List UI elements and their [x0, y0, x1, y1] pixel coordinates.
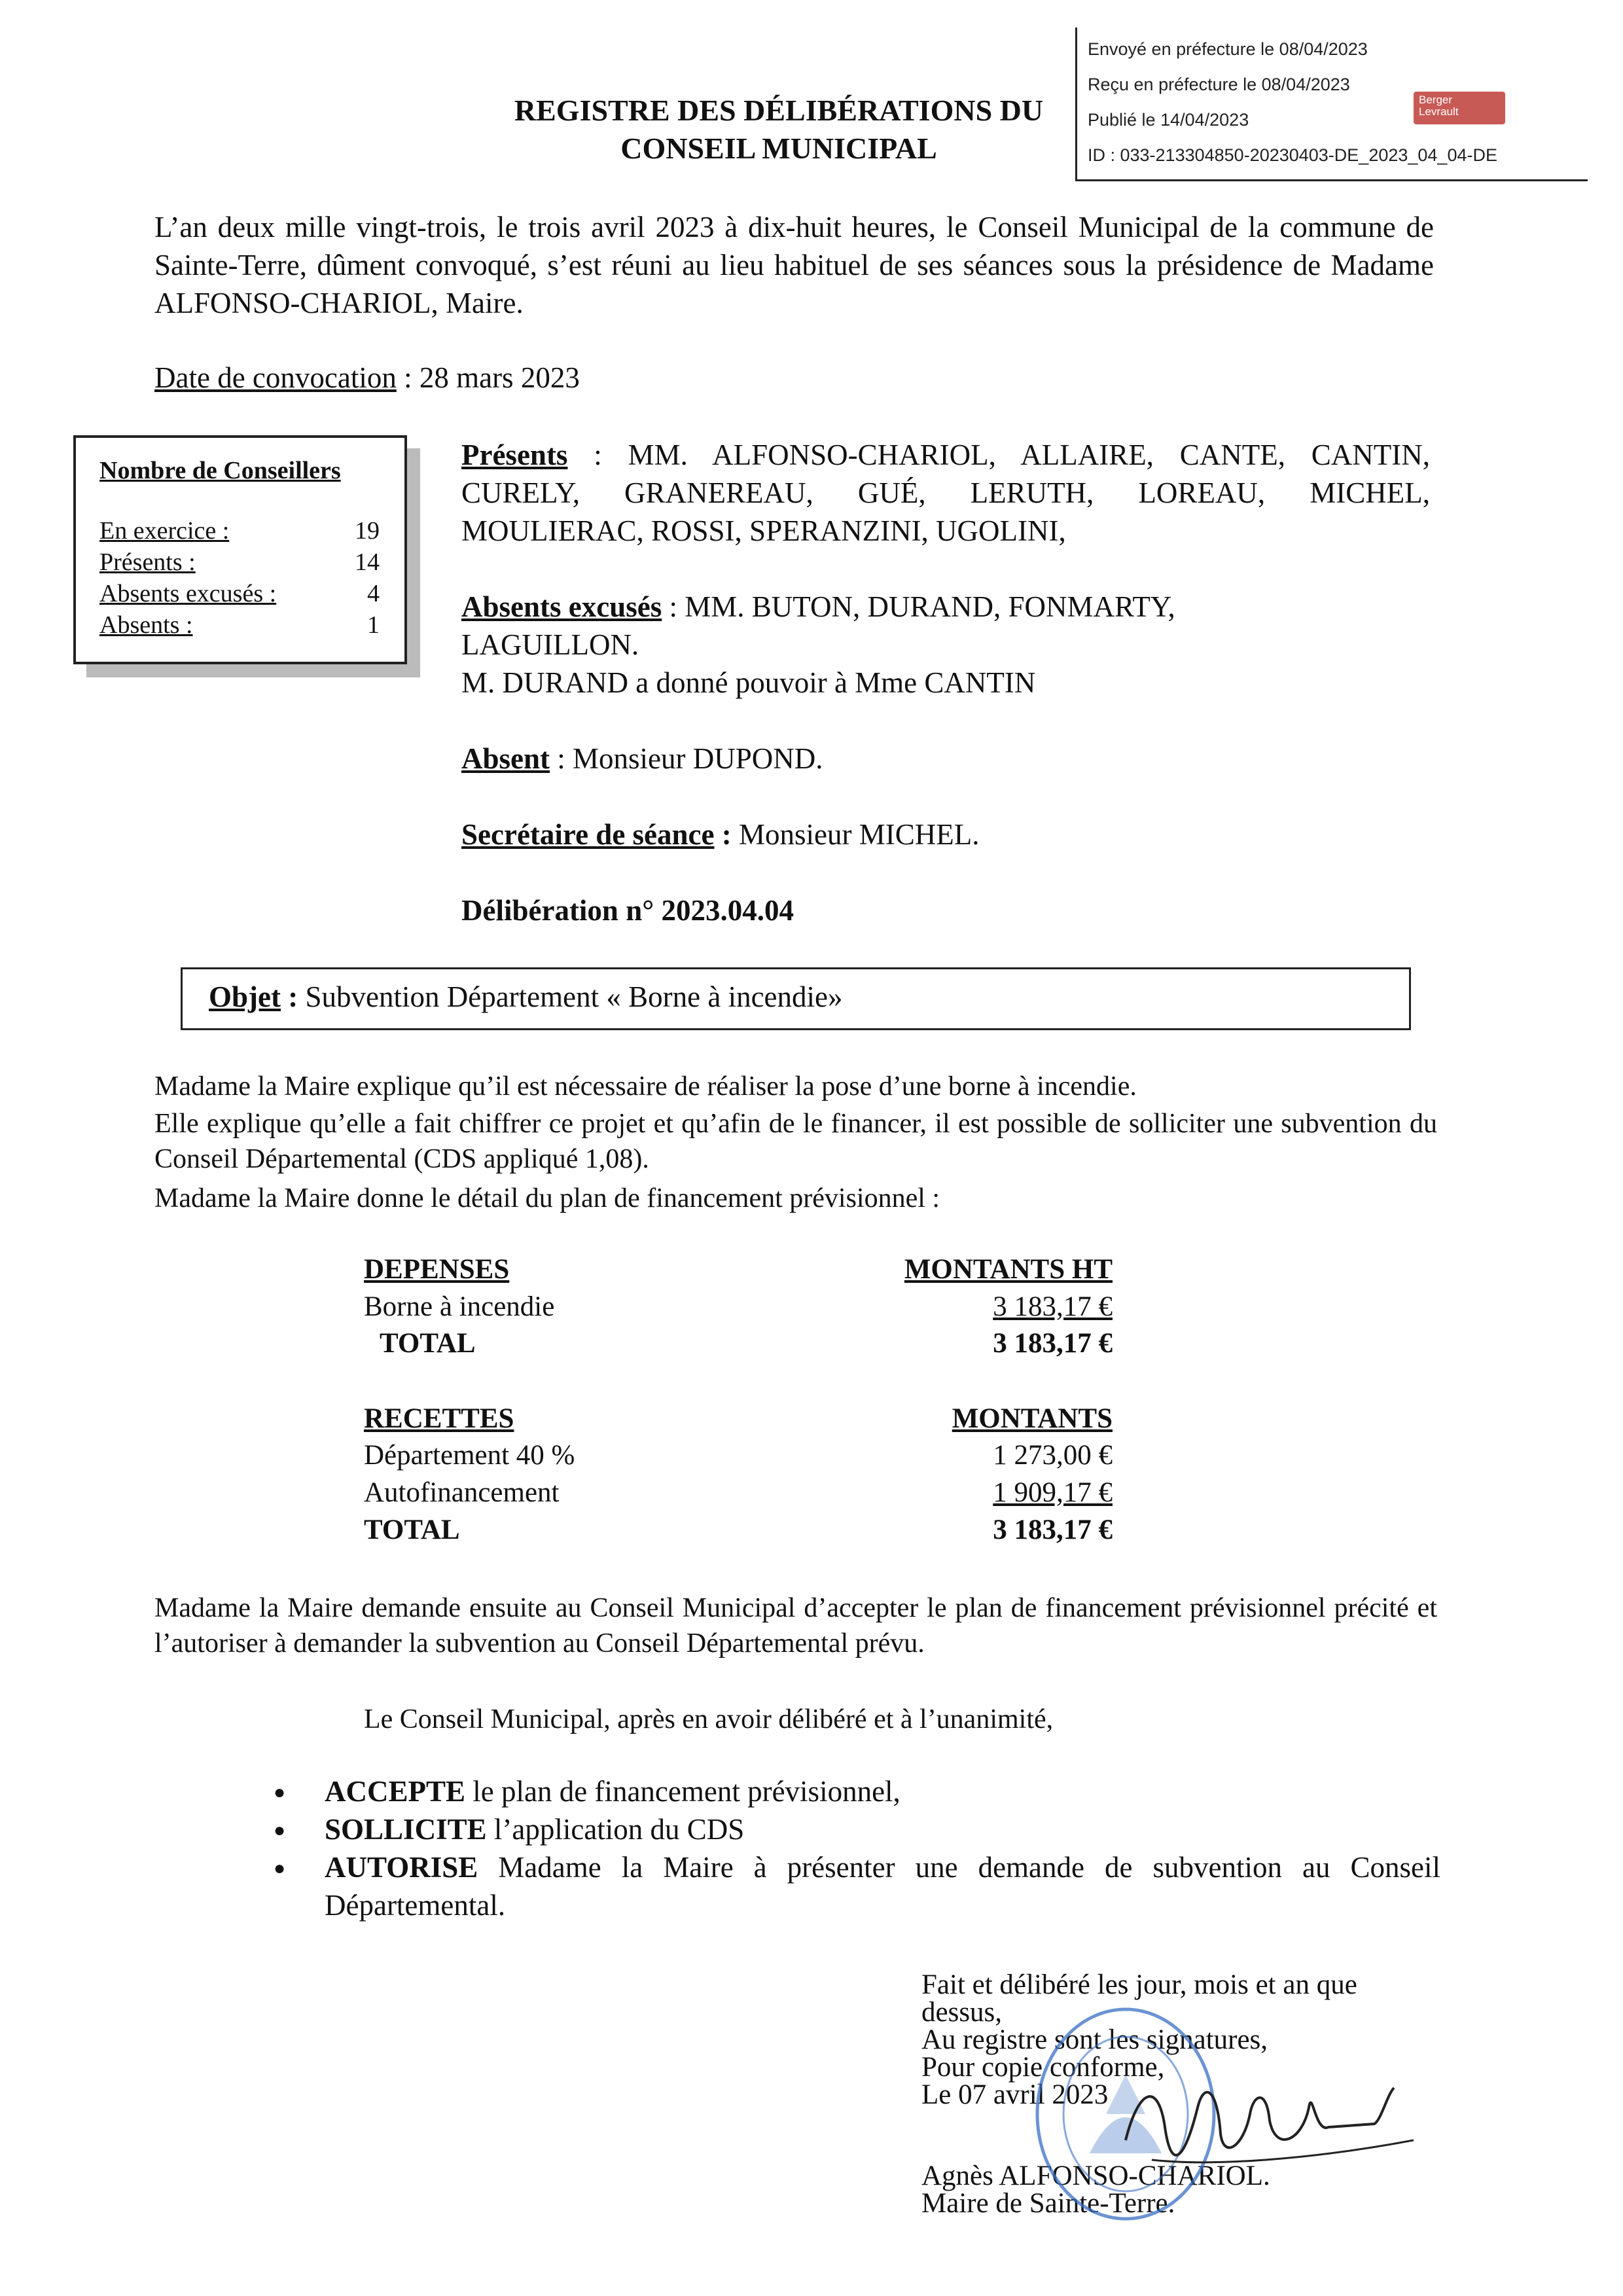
- objet-text: Subvention Département « Borne à incendie»: [298, 980, 843, 1013]
- decision-verb: AUTORISE: [325, 1851, 478, 1884]
- decision-text: l’application du CDS: [486, 1813, 745, 1846]
- body-paragraph-2: Elle explique qu’elle a fait chiffrer ce projet et qu’afin de le financer, il est possible de solliciter une subvention du Conseil Départemental (CDS appliqué 1,08).: [154, 1109, 1437, 1174]
- decision-text: le plan de financement prévisionnel,: [465, 1775, 901, 1808]
- recette-row-label: Département 40 %: [364, 1440, 575, 1471]
- decision-text: Madame la Maire à présenter une demande de subvention au Conseil Départemental.: [325, 1851, 1440, 1922]
- recette-row-value: 1 909,17 €: [993, 1477, 1113, 1508]
- objet-line: [209, 980, 843, 1014]
- count-value: 19: [355, 517, 380, 545]
- secretaire-block: [461, 816, 1430, 853]
- objet-box: [181, 967, 1411, 1030]
- decision-verb: ACCEPTE: [325, 1775, 466, 1808]
- counts-title: Nombre de Conseillers: [99, 457, 341, 484]
- signature-line: Pour copie conforme,: [921, 2052, 1165, 2083]
- secretaire-sep: :: [714, 818, 732, 851]
- objet-label: Objet: [209, 980, 281, 1013]
- presents-label: Présents: [461, 439, 568, 471]
- body-paragraph-1: Madame la Maire explique qu’il est nécessaire de réaliser la pose d’une borne à incendie.: [154, 1071, 1137, 1102]
- pref-recu: Reçu en préfecture le 08/04/2023: [1088, 75, 1350, 94]
- recettes-header: RECETTES: [364, 1403, 514, 1434]
- depenses-total-value: 3 183,17 €: [993, 1328, 1113, 1359]
- depense-row-label: Borne à incendie: [364, 1291, 555, 1322]
- bullet-icon: ●: [274, 1782, 286, 1803]
- recettes-amount-header: MONTANTS: [952, 1403, 1113, 1434]
- prefecture-stamp: [1075, 27, 1588, 181]
- depense-row-value: 3 183,17 €: [993, 1291, 1113, 1322]
- absents-excuses-list: : MM. BUTON, DURAND, FONMARTY, LAGUILLON.: [461, 590, 1175, 661]
- convocation-line: [154, 359, 580, 397]
- count-label: En exercice :: [99, 517, 230, 545]
- absent-label: Absent: [461, 742, 550, 775]
- recette-row-label: Autofinancement: [364, 1477, 560, 1508]
- recettes-total-value: 3 183,17 €: [993, 1515, 1113, 1545]
- pref-publie: Publié le 14/04/2023: [1088, 110, 1249, 130]
- count-label: Absents :: [99, 611, 193, 639]
- bullet-icon: ●: [274, 1820, 286, 1841]
- decision-item: [325, 1848, 1440, 1924]
- convocation-label: Date de convocation: [154, 361, 397, 394]
- absents-excuses-block: [461, 588, 1312, 664]
- count-label: Présents :: [99, 548, 196, 576]
- berger-levrault-logo: Berger Levrault: [1414, 92, 1505, 124]
- signature-line: Au registre sont les signatures,: [921, 2024, 1268, 2055]
- convocation-date: : 28 mars 2023: [396, 361, 580, 394]
- objet-sep: :: [280, 980, 298, 1013]
- decision-item: [325, 1810, 1440, 1848]
- absent-block: [461, 740, 1430, 778]
- decision-verb: SOLLICITE: [325, 1813, 487, 1846]
- deliberation-number: Délibération n° 2023.04.04: [461, 894, 794, 927]
- decision-item: [325, 1772, 1440, 1810]
- absent-name: : Monsieur DUPOND.: [550, 742, 823, 775]
- intro-paragraph: L’an deux mille vingt-trois, le trois avril 2023 à dix-huit heures, le Conseil Municipal de la commune de Sainte-Terre, dûment convoqué, s’est réuni au lieu habituel de ses séances sous la présidence de Madame ALFONSO-CHARIOL, Maire.: [154, 211, 1434, 319]
- presents-list: : MM. ALFONSO-CHARIOL, ALLAIRE, CANTE, CANTIN, CURELY, GRANEREAU, GUÉ, LERUTH, LOREAU, MICHEL, MOULIERAC, ROSSI, SPERANZINI, UGOLINI,: [461, 439, 1430, 547]
- secretaire-name: Monsieur MICHEL.: [731, 818, 980, 851]
- recette-row-value: 1 273,00 €: [993, 1440, 1113, 1471]
- body-paragraph-3: Madame la Maire donne le détail du plan de financement prévisionnel :: [154, 1183, 940, 1213]
- pref-id: ID : 033-213304850-20230403-DE_2023_04_04-DE: [1088, 145, 1497, 165]
- depenses-amount-header: MONTANTS HT: [904, 1254, 1113, 1285]
- demande-paragraph: Madame la Maire demande ensuite au Conseil Municipal d’accepter le plan de financement prévisionnel précité et l’autoriser à demander la subvention au Conseil Départemental prévu.: [154, 1593, 1437, 1659]
- pouvoir-line: M. DURAND a donné pouvoir à Mme CANTIN: [461, 666, 1036, 699]
- title-line-2: CONSEIL MUNICIPAL: [620, 132, 937, 165]
- counts-box: [73, 435, 407, 664]
- count-label: Absents excusés :: [99, 580, 277, 607]
- count-value: 1: [367, 611, 380, 639]
- recettes-total-label: TOTAL: [364, 1515, 460, 1545]
- depenses-total-label: TOTAL: [380, 1328, 476, 1359]
- bullet-icon: ●: [274, 1857, 286, 1879]
- count-value: 14: [355, 548, 380, 576]
- absents-excuses-label: Absents excusés: [461, 590, 662, 623]
- signature-line: Fait et délibéré les jour, mois et an que: [921, 1969, 1357, 2000]
- page-title: [478, 92, 1080, 168]
- pref-envoye: Envoyé en préfecture le 08/04/2023: [1088, 39, 1368, 59]
- secretaire-label: Secrétaire de séance: [461, 818, 715, 851]
- handwritten-signature: [1113, 2062, 1427, 2173]
- depenses-header: DEPENSES: [364, 1254, 510, 1285]
- signature-date: Le 07 avril 2023: [921, 2079, 1109, 2110]
- signatory-name: Agnès ALFONSO-CHARIOL.: [921, 2161, 1270, 2191]
- signatory-role: Maire de Sainte-Terre.: [921, 2188, 1175, 2219]
- count-value: 4: [367, 580, 380, 607]
- conseil-line: Le Conseil Municipal, après en avoir délibéré et à l’unanimité,: [364, 1704, 1054, 1734]
- title-line-1: REGISTRE DES DÉLIBÉRATIONS DU: [514, 94, 1044, 127]
- signature-line: dessus,: [921, 1997, 1003, 2028]
- presents-block: [461, 436, 1430, 550]
